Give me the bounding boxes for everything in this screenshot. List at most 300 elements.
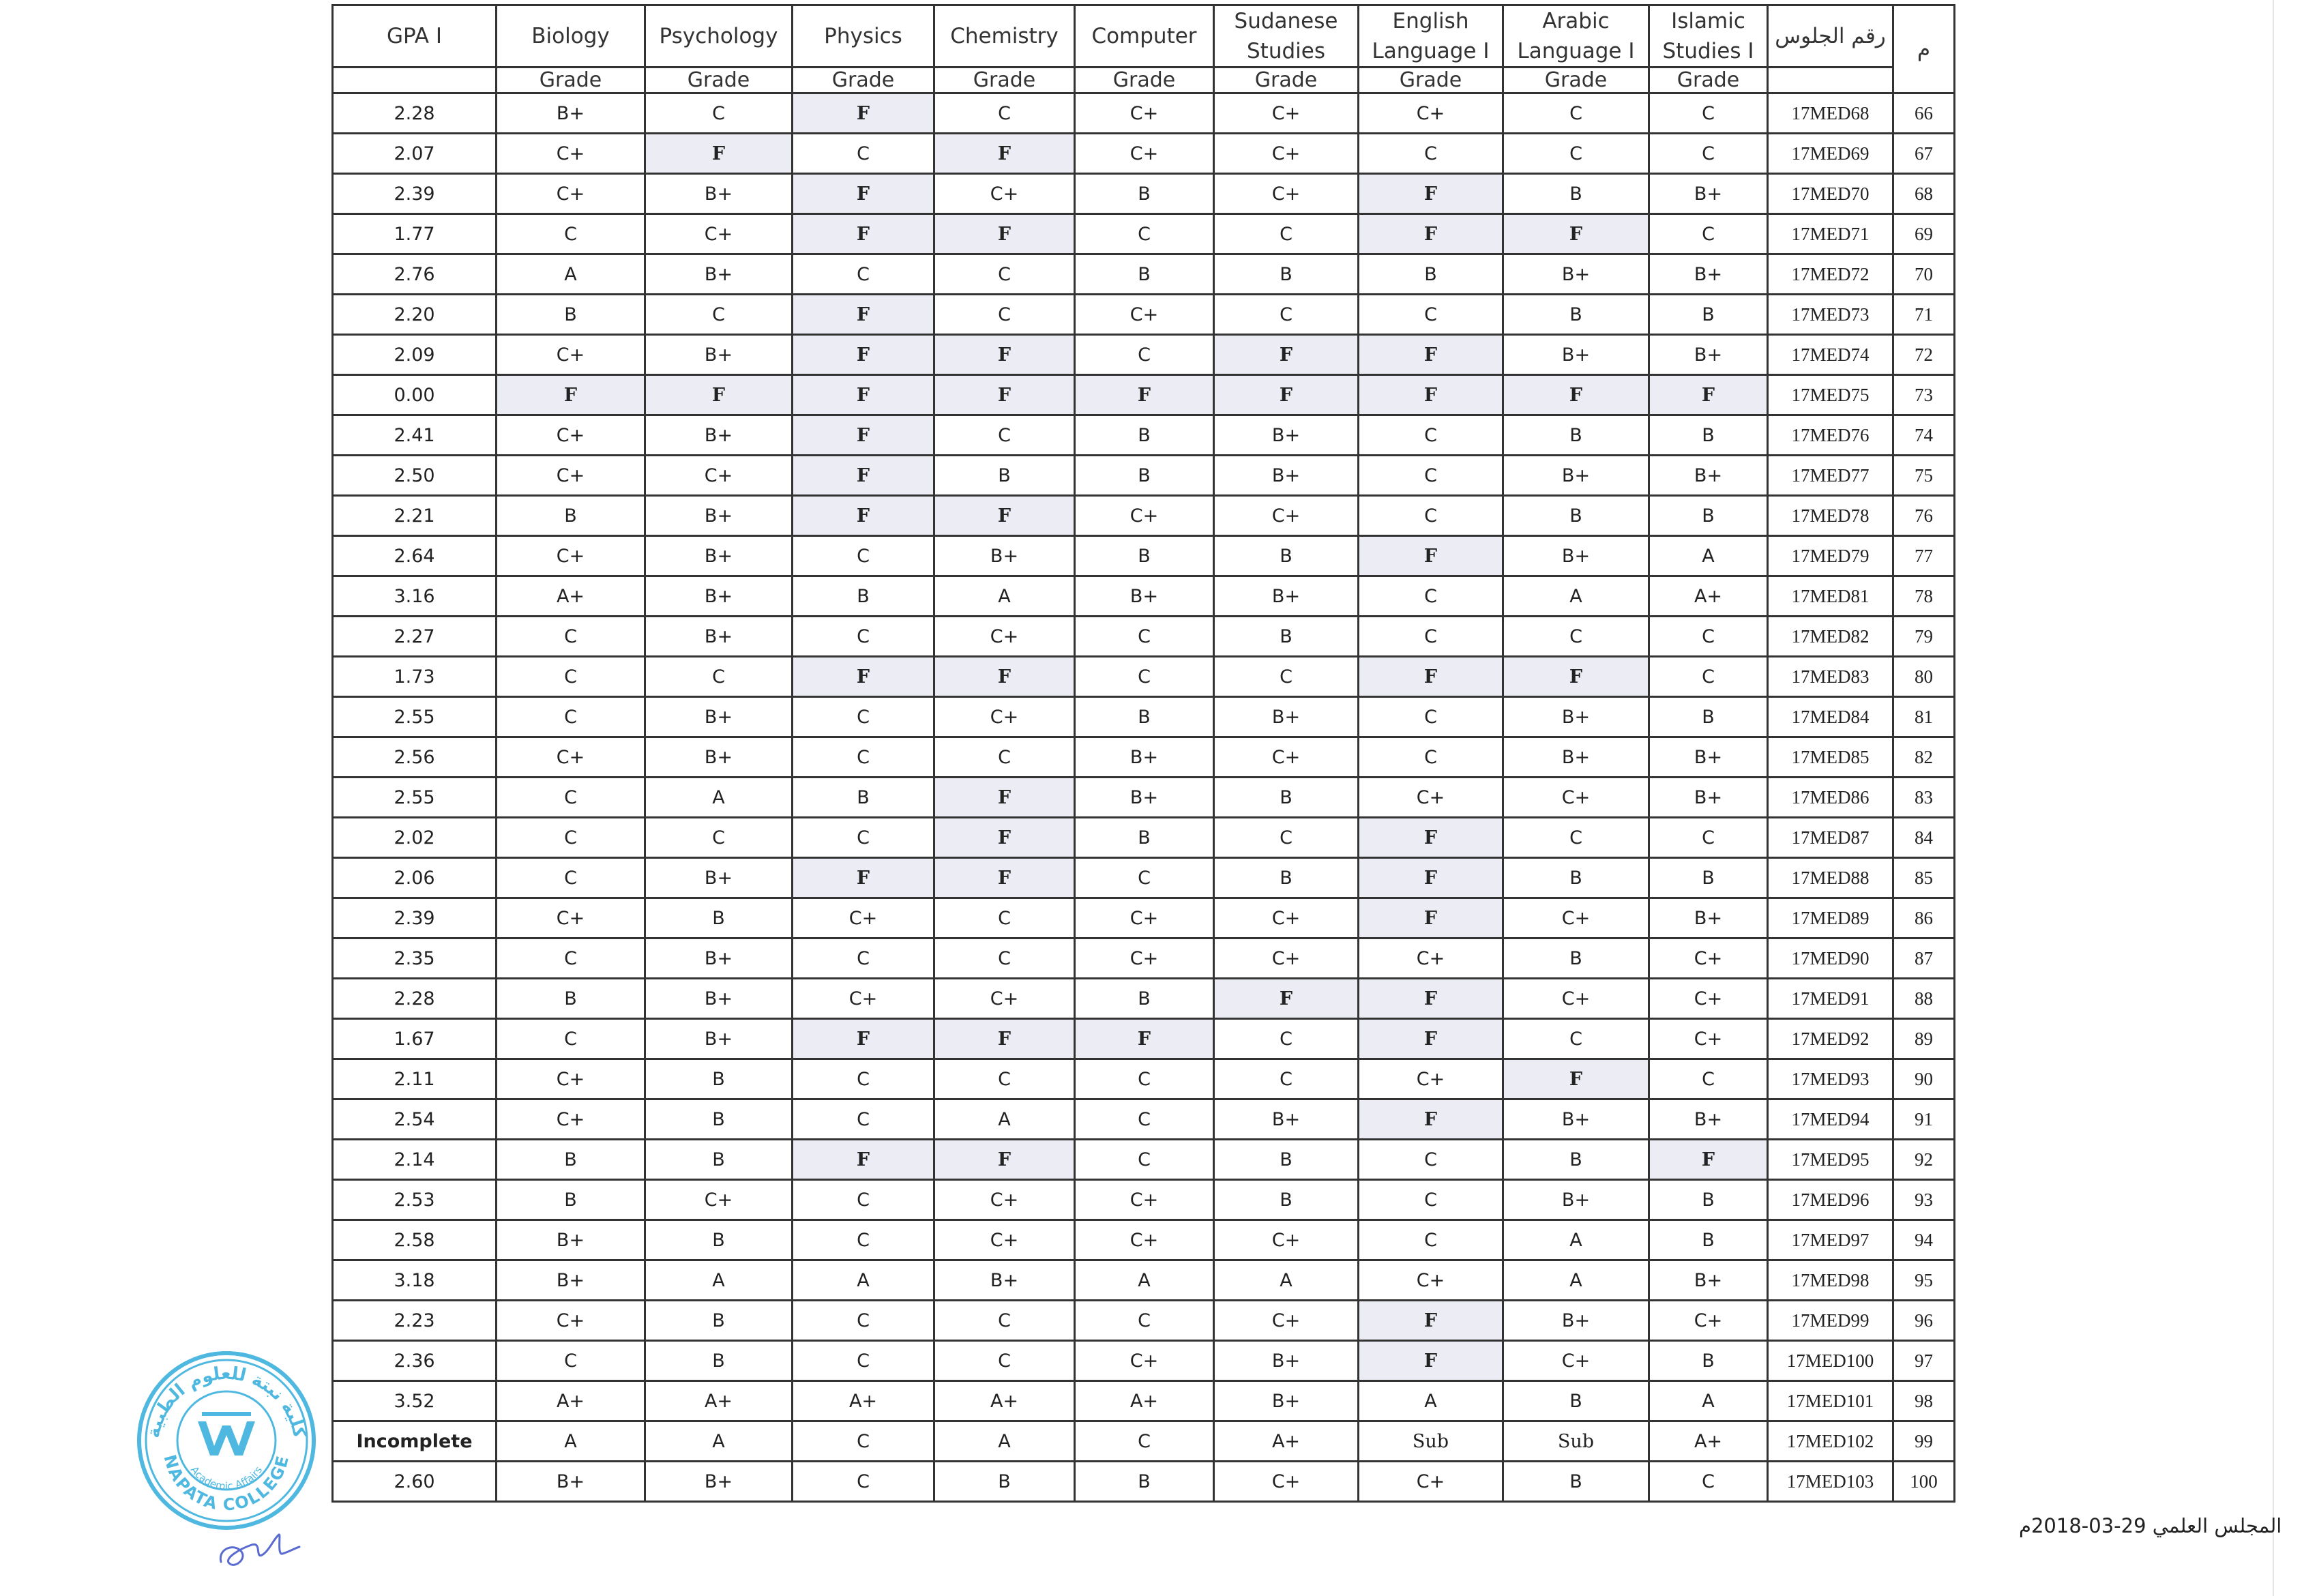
gpa-cell: 2.02 bbox=[333, 818, 497, 858]
grade-cell-biology: C bbox=[497, 858, 645, 898]
table-row bbox=[333, 617, 1955, 657]
grade-cell-biology: C bbox=[497, 1019, 645, 1059]
grade-cell-psychology: B+ bbox=[645, 737, 793, 778]
grade-cell-english: C bbox=[1359, 697, 1503, 737]
grade-cell-computer: B bbox=[1075, 697, 1214, 737]
table-row bbox=[333, 697, 1955, 737]
grade-cell-sudanese: C+ bbox=[1214, 737, 1359, 778]
grade-cell-islamic: C bbox=[1649, 134, 1768, 174]
grade-cell-physics: C bbox=[793, 818, 934, 858]
grade-cell-psychology: B+ bbox=[645, 617, 793, 657]
page-edge bbox=[2273, 0, 2274, 1596]
grade-cell-chemistry: C bbox=[934, 415, 1075, 456]
grade-cell-arabic: A bbox=[1503, 1260, 1649, 1301]
grade-cell-arabic: C bbox=[1503, 1019, 1649, 1059]
grade-cell-physics: C bbox=[793, 1220, 934, 1260]
serial-number-cell: 84 bbox=[1893, 818, 1955, 858]
grade-cell-chemistry: B bbox=[934, 1462, 1075, 1502]
grade-cell-psychology: B+ bbox=[645, 536, 793, 576]
grade-cell-english: C+ bbox=[1359, 93, 1503, 134]
header-seat-number: رقم الجلوس bbox=[1768, 5, 1893, 68]
grade-cell-psychology: A bbox=[645, 778, 793, 818]
grade-cell-computer: C bbox=[1075, 657, 1214, 697]
grade-cell-english: C bbox=[1359, 617, 1503, 657]
gpa-cell: 3.52 bbox=[333, 1381, 497, 1421]
stamp-department: Academic Affairs bbox=[188, 1464, 265, 1493]
grade-cell-english: B bbox=[1359, 254, 1503, 295]
grade-cell-biology: C bbox=[497, 778, 645, 818]
grade-cell-biology: B bbox=[497, 295, 645, 335]
grade-cell-arabic: C+ bbox=[1503, 1341, 1649, 1381]
grade-cell-english: A bbox=[1359, 1381, 1503, 1421]
table-row bbox=[333, 979, 1955, 1019]
grade-cell-sudanese: C+ bbox=[1214, 1301, 1359, 1341]
seat-number-cell: 17MED93 bbox=[1768, 1059, 1893, 1099]
grade-cell-psychology: B+ bbox=[645, 415, 793, 456]
grade-cell-chemistry: C bbox=[934, 295, 1075, 335]
grade-cell-biology: A bbox=[497, 254, 645, 295]
grade-cell-islamic: B+ bbox=[1649, 174, 1768, 214]
subheader-grade: Grade bbox=[1503, 68, 1649, 93]
grade-cell-islamic: B+ bbox=[1649, 1260, 1768, 1301]
grade-cell-islamic: C bbox=[1649, 818, 1768, 858]
seat-number-cell: 17MED69 bbox=[1768, 134, 1893, 174]
grade-cell-islamic: B bbox=[1649, 1180, 1768, 1220]
footer-council-date: المجلس العلمي 29-03-2018م bbox=[2019, 1514, 2282, 1537]
grade-cell-psychology: B bbox=[645, 1140, 793, 1180]
grade-cell-chemistry: C bbox=[934, 737, 1075, 778]
seat-number-cell: 17MED95 bbox=[1768, 1140, 1893, 1180]
grade-cell-islamic: C bbox=[1649, 93, 1768, 134]
grade-cell-computer: B bbox=[1075, 818, 1214, 858]
grade-cell-arabic: F bbox=[1503, 375, 1649, 415]
seat-number-cell: 17MED88 bbox=[1768, 858, 1893, 898]
seat-number-cell: 17MED82 bbox=[1768, 617, 1893, 657]
grade-cell-english: C bbox=[1359, 295, 1503, 335]
grade-cell-computer: C bbox=[1075, 335, 1214, 375]
seat-number-cell: 17MED98 bbox=[1768, 1260, 1893, 1301]
serial-number-cell: 75 bbox=[1893, 456, 1955, 496]
grade-cell-computer: C bbox=[1075, 858, 1214, 898]
grade-cell-sudanese: C+ bbox=[1214, 1220, 1359, 1260]
table-row bbox=[333, 335, 1955, 375]
grade-cell-computer: A+ bbox=[1075, 1381, 1214, 1421]
grade-cell-islamic: A+ bbox=[1649, 1421, 1768, 1462]
seat-number-cell: 17MED75 bbox=[1768, 375, 1893, 415]
grade-cell-islamic: C+ bbox=[1649, 979, 1768, 1019]
subheader-grade: Grade bbox=[1649, 68, 1768, 93]
grade-cell-physics: C bbox=[793, 1180, 934, 1220]
table-row bbox=[333, 1180, 1955, 1220]
grade-cell-physics: A+ bbox=[793, 1381, 934, 1421]
grade-cell-psychology: C+ bbox=[645, 214, 793, 254]
grade-cell-chemistry: C bbox=[934, 1059, 1075, 1099]
grade-cell-computer: B+ bbox=[1075, 576, 1214, 617]
grade-cell-computer: B bbox=[1075, 174, 1214, 214]
grade-cell-biology: B bbox=[497, 1180, 645, 1220]
grade-cell-english: C bbox=[1359, 456, 1503, 496]
grade-cell-english: F bbox=[1359, 1301, 1503, 1341]
serial-number-cell: 66 bbox=[1893, 93, 1955, 134]
grade-cell-biology: C+ bbox=[497, 456, 645, 496]
serial-number-cell: 98 bbox=[1893, 1381, 1955, 1421]
grade-cell-chemistry: C bbox=[934, 939, 1075, 979]
grade-cell-sudanese: F bbox=[1214, 375, 1359, 415]
table-row bbox=[333, 1421, 1955, 1462]
grade-cell-islamic: C bbox=[1649, 1462, 1768, 1502]
grade-rows bbox=[333, 93, 1955, 1502]
grade-cell-english: F bbox=[1359, 214, 1503, 254]
gpa-cell: 2.56 bbox=[333, 737, 497, 778]
grade-cell-islamic: C bbox=[1649, 1059, 1768, 1099]
grade-cell-chemistry: F bbox=[934, 375, 1075, 415]
grade-cell-chemistry: C bbox=[934, 93, 1075, 134]
gpa-cell: 2.11 bbox=[333, 1059, 497, 1099]
grade-cell-sudanese: C+ bbox=[1214, 174, 1359, 214]
seat-number-cell: 17MED86 bbox=[1768, 778, 1893, 818]
grade-cell-chemistry: C bbox=[934, 898, 1075, 939]
grade-cell-sudanese: C bbox=[1214, 295, 1359, 335]
grade-cell-biology: C+ bbox=[497, 1099, 645, 1140]
seat-number-cell: 17MED97 bbox=[1768, 1220, 1893, 1260]
grade-cell-computer: C bbox=[1075, 1301, 1214, 1341]
seat-number-cell: 17MED100 bbox=[1768, 1341, 1893, 1381]
grade-cell-arabic: B bbox=[1503, 1462, 1649, 1502]
grade-cell-biology: C+ bbox=[497, 898, 645, 939]
grade-cell-islamic: B+ bbox=[1649, 254, 1768, 295]
grade-cell-islamic: B bbox=[1649, 1220, 1768, 1260]
grade-cell-english: F bbox=[1359, 979, 1503, 1019]
grade-cell-english: F bbox=[1359, 657, 1503, 697]
serial-number-cell: 80 bbox=[1893, 657, 1955, 697]
grade-cell-biology: C+ bbox=[497, 1301, 645, 1341]
grade-cell-islamic: A bbox=[1649, 536, 1768, 576]
grade-cell-islamic: C+ bbox=[1649, 939, 1768, 979]
grade-cell-islamic: F bbox=[1649, 375, 1768, 415]
grade-cell-psychology: B+ bbox=[645, 496, 793, 536]
grade-cell-arabic: B bbox=[1503, 1381, 1649, 1421]
grade-cell-english: F bbox=[1359, 898, 1503, 939]
seat-number-cell: 17MED74 bbox=[1768, 335, 1893, 375]
grade-cell-arabic: C bbox=[1503, 818, 1649, 858]
grade-cell-arabic: B+ bbox=[1503, 456, 1649, 496]
table-row bbox=[333, 1341, 1955, 1381]
grade-cell-biology: B+ bbox=[497, 1260, 645, 1301]
serial-number-cell: 78 bbox=[1893, 576, 1955, 617]
grade-cell-psychology: B+ bbox=[645, 1462, 793, 1502]
grade-cell-computer: C bbox=[1075, 1099, 1214, 1140]
grade-cell-islamic: B bbox=[1649, 858, 1768, 898]
grade-cell-sudanese: B+ bbox=[1214, 1099, 1359, 1140]
seat-number-cell: 17MED85 bbox=[1768, 737, 1893, 778]
grade-cell-computer: C bbox=[1075, 214, 1214, 254]
grade-cell-chemistry: C+ bbox=[934, 617, 1075, 657]
grade-cell-islamic: C bbox=[1649, 617, 1768, 657]
header-physics: Physics bbox=[793, 5, 934, 68]
grade-cell-physics: F bbox=[793, 174, 934, 214]
college-stamp bbox=[131, 1345, 322, 1536]
grade-cell-physics: F bbox=[793, 1140, 934, 1180]
grade-cell-biology: C+ bbox=[497, 415, 645, 456]
grade-cell-arabic: B bbox=[1503, 939, 1649, 979]
grade-cell-psychology: B bbox=[645, 1059, 793, 1099]
table-row bbox=[333, 778, 1955, 818]
grade-cell-biology: C bbox=[497, 214, 645, 254]
grade-cell-arabic: B bbox=[1503, 174, 1649, 214]
grade-cell-chemistry: F bbox=[934, 214, 1075, 254]
table-row bbox=[333, 1059, 1955, 1099]
grade-cell-chemistry: B+ bbox=[934, 1260, 1075, 1301]
gpa-cell: 2.35 bbox=[333, 939, 497, 979]
grade-cell-english: F bbox=[1359, 335, 1503, 375]
grade-cell-sudanese: C bbox=[1214, 1019, 1359, 1059]
grade-cell-psychology: F bbox=[645, 134, 793, 174]
table-row bbox=[333, 174, 1955, 214]
table-row bbox=[333, 456, 1955, 496]
grade-cell-arabic: C+ bbox=[1503, 898, 1649, 939]
grade-cell-biology: B bbox=[497, 1140, 645, 1180]
serial-number-cell: 97 bbox=[1893, 1341, 1955, 1381]
grade-cell-biology: A+ bbox=[497, 1381, 645, 1421]
grade-cell-physics: F bbox=[793, 415, 934, 456]
seat-number-cell: 17MED71 bbox=[1768, 214, 1893, 254]
grade-cell-psychology: C bbox=[645, 93, 793, 134]
gpa-cell: 2.55 bbox=[333, 697, 497, 737]
grade-cell-sudanese: B bbox=[1214, 617, 1359, 657]
gpa-cell: 3.18 bbox=[333, 1260, 497, 1301]
grade-cell-chemistry: C+ bbox=[934, 979, 1075, 1019]
grade-cell-computer: C+ bbox=[1075, 134, 1214, 174]
grade-cell-biology: A bbox=[497, 1421, 645, 1462]
header-psychology: Psychology bbox=[645, 5, 793, 68]
seat-number-cell: 17MED103 bbox=[1768, 1462, 1893, 1502]
grade-cell-biology: C+ bbox=[497, 134, 645, 174]
serial-number-cell: 99 bbox=[1893, 1421, 1955, 1462]
grade-cell-computer: C+ bbox=[1075, 1341, 1214, 1381]
grade-cell-computer: C+ bbox=[1075, 295, 1214, 335]
grade-cell-psychology: B+ bbox=[645, 335, 793, 375]
grade-cell-english: C bbox=[1359, 1220, 1503, 1260]
subheader-grade: Grade bbox=[645, 68, 793, 93]
table-row bbox=[333, 576, 1955, 617]
grade-cell-biology: F bbox=[497, 375, 645, 415]
serial-number-cell: 92 bbox=[1893, 1140, 1955, 1180]
table-row bbox=[333, 1140, 1955, 1180]
grade-cell-biology: C bbox=[497, 818, 645, 858]
grade-cell-physics: B bbox=[793, 576, 934, 617]
grade-cell-computer: B+ bbox=[1075, 737, 1214, 778]
signature bbox=[214, 1528, 303, 1576]
grade-cell-chemistry: F bbox=[934, 657, 1075, 697]
grade-cell-sudanese: C+ bbox=[1214, 898, 1359, 939]
grade-cell-islamic: F bbox=[1649, 1140, 1768, 1180]
gpa-cell: 2.64 bbox=[333, 536, 497, 576]
table-row bbox=[333, 536, 1955, 576]
grade-cell-arabic: B+ bbox=[1503, 697, 1649, 737]
grade-cell-sudanese: F bbox=[1214, 979, 1359, 1019]
grade-cell-sudanese: B bbox=[1214, 254, 1359, 295]
grade-cell-sudanese: C+ bbox=[1214, 496, 1359, 536]
grade-cell-computer: B bbox=[1075, 979, 1214, 1019]
grade-cell-biology: B+ bbox=[497, 1462, 645, 1502]
gpa-cell: 0.00 bbox=[333, 375, 497, 415]
grade-cell-arabic: B+ bbox=[1503, 335, 1649, 375]
grade-cell-physics: F bbox=[793, 858, 934, 898]
grade-cell-islamic: C bbox=[1649, 214, 1768, 254]
serial-number-cell: 76 bbox=[1893, 496, 1955, 536]
table-row bbox=[333, 1220, 1955, 1260]
serial-number-cell: 86 bbox=[1893, 898, 1955, 939]
serial-number-cell: 90 bbox=[1893, 1059, 1955, 1099]
serial-number-cell: 70 bbox=[1893, 254, 1955, 295]
grade-cell-sudanese: B bbox=[1214, 536, 1359, 576]
seat-number-cell: 17MED73 bbox=[1768, 295, 1893, 335]
grade-cell-sudanese: B+ bbox=[1214, 576, 1359, 617]
grade-cell-physics: F bbox=[793, 1019, 934, 1059]
table-row bbox=[333, 214, 1955, 254]
grade-cell-chemistry: F bbox=[934, 496, 1075, 536]
grade-cell-english: C+ bbox=[1359, 778, 1503, 818]
grade-cell-chemistry: F bbox=[934, 1019, 1075, 1059]
grade-cell-chemistry: C bbox=[934, 1301, 1075, 1341]
grade-cell-computer: C bbox=[1075, 1421, 1214, 1462]
serial-number-cell: 68 bbox=[1893, 174, 1955, 214]
serial-number-cell: 96 bbox=[1893, 1301, 1955, 1341]
seat-number-cell: 17MED77 bbox=[1768, 456, 1893, 496]
grade-cell-psychology: B bbox=[645, 1301, 793, 1341]
grade-cell-islamic: B bbox=[1649, 295, 1768, 335]
stamp-college-name: NAPATA COLLEGE bbox=[160, 1452, 293, 1515]
serial-number-cell: 89 bbox=[1893, 1019, 1955, 1059]
grade-cell-psychology: C+ bbox=[645, 1180, 793, 1220]
grade-cell-computer: B bbox=[1075, 1462, 1214, 1502]
serial-number-cell: 81 bbox=[1893, 697, 1955, 737]
stamp-arabic-name: كلية نبتة للعلوم الطبية bbox=[143, 1363, 310, 1440]
grade-cell-psychology: A+ bbox=[645, 1381, 793, 1421]
grade-cell-islamic: B+ bbox=[1649, 737, 1768, 778]
seat-number-cell: 17MED78 bbox=[1768, 496, 1893, 536]
table-row bbox=[333, 939, 1955, 979]
gpa-cell: 2.36 bbox=[333, 1341, 497, 1381]
grade-cell-sudanese: A+ bbox=[1214, 1421, 1359, 1462]
table-row bbox=[333, 1260, 1955, 1301]
grade-cell-english: F bbox=[1359, 1341, 1503, 1381]
subheader-empty bbox=[333, 68, 497, 93]
header-sudanese-studies: Sudanese Studies bbox=[1214, 5, 1359, 68]
grade-cell-chemistry: C+ bbox=[934, 174, 1075, 214]
grade-cell-physics: C bbox=[793, 1462, 934, 1502]
gpa-cell: 2.76 bbox=[333, 254, 497, 295]
grade-cell-psychology: B+ bbox=[645, 979, 793, 1019]
grade-cell-english: F bbox=[1359, 536, 1503, 576]
seat-number-cell: 17MED101 bbox=[1768, 1381, 1893, 1421]
grade-cell-chemistry: A bbox=[934, 1099, 1075, 1140]
grade-cell-computer: C bbox=[1075, 1059, 1214, 1099]
table-row bbox=[333, 1381, 1955, 1421]
seat-number-cell: 17MED81 bbox=[1768, 576, 1893, 617]
gpa-cell: 1.73 bbox=[333, 657, 497, 697]
grade-cell-physics: C bbox=[793, 939, 934, 979]
grade-cell-sudanese: F bbox=[1214, 335, 1359, 375]
grade-cell-physics: C bbox=[793, 1301, 934, 1341]
grade-cell-biology: C+ bbox=[497, 1059, 645, 1099]
grade-cell-computer: C+ bbox=[1075, 939, 1214, 979]
grade-cell-sudanese: C+ bbox=[1214, 1462, 1359, 1502]
grade-cell-chemistry: F bbox=[934, 778, 1075, 818]
grade-cell-arabic: C+ bbox=[1503, 778, 1649, 818]
header-english-language: English Language I bbox=[1359, 5, 1503, 68]
serial-number-cell: 79 bbox=[1893, 617, 1955, 657]
grade-cell-physics: A bbox=[793, 1260, 934, 1301]
grade-cell-psychology: A bbox=[645, 1421, 793, 1462]
grade-cell-arabic: F bbox=[1503, 657, 1649, 697]
grade-cell-arabic: B+ bbox=[1503, 1180, 1649, 1220]
grade-cell-sudanese: B+ bbox=[1214, 697, 1359, 737]
grade-cell-psychology: B+ bbox=[645, 174, 793, 214]
serial-number-cell: 74 bbox=[1893, 415, 1955, 456]
grade-cell-arabic: B+ bbox=[1503, 737, 1649, 778]
grade-cell-physics: C bbox=[793, 536, 934, 576]
table-row bbox=[333, 375, 1955, 415]
grade-cell-arabic: B bbox=[1503, 415, 1649, 456]
grade-cell-physics: C bbox=[793, 254, 934, 295]
header-chemistry: Chemistry bbox=[934, 5, 1075, 68]
grade-cell-islamic: B bbox=[1649, 415, 1768, 456]
serial-number-cell: 69 bbox=[1893, 214, 1955, 254]
grade-cell-arabic: C bbox=[1503, 617, 1649, 657]
grade-cell-computer: C+ bbox=[1075, 496, 1214, 536]
header-computer: Computer bbox=[1075, 5, 1214, 68]
table-row bbox=[333, 415, 1955, 456]
header-serial: م bbox=[1893, 5, 1955, 93]
grade-cell-english: C bbox=[1359, 1140, 1503, 1180]
grade-cell-chemistry: F bbox=[934, 335, 1075, 375]
serial-number-cell: 77 bbox=[1893, 536, 1955, 576]
subheader-grade: Grade bbox=[497, 68, 645, 93]
grade-cell-psychology: B+ bbox=[645, 858, 793, 898]
serial-number-cell: 100 bbox=[1893, 1462, 1955, 1502]
gpa-cell: 2.28 bbox=[333, 979, 497, 1019]
grade-cell-physics: C bbox=[793, 1099, 934, 1140]
seat-number-cell: 17MED102 bbox=[1768, 1421, 1893, 1462]
grade-cell-english: C+ bbox=[1359, 939, 1503, 979]
grade-cell-sudanese: C bbox=[1214, 1059, 1359, 1099]
grade-cell-chemistry: A bbox=[934, 1421, 1075, 1462]
grade-cell-english: F bbox=[1359, 174, 1503, 214]
header-islamic-studies: Islamic Studies I bbox=[1649, 5, 1768, 68]
grade-cell-biology: B bbox=[497, 979, 645, 1019]
gpa-cell: 3.16 bbox=[333, 576, 497, 617]
grade-cell-computer: B bbox=[1075, 415, 1214, 456]
grade-cell-computer: F bbox=[1075, 1019, 1214, 1059]
grade-cell-psychology: B bbox=[645, 898, 793, 939]
gpa-cell: 2.07 bbox=[333, 134, 497, 174]
subheader-grade: Grade bbox=[1075, 68, 1214, 93]
grade-cell-biology: C bbox=[497, 657, 645, 697]
grade-cell-arabic: B+ bbox=[1503, 254, 1649, 295]
grade-cell-computer: C+ bbox=[1075, 1220, 1214, 1260]
grade-cell-english: C bbox=[1359, 576, 1503, 617]
grade-cell-computer: C+ bbox=[1075, 1180, 1214, 1220]
subheader-grade: Grade bbox=[1214, 68, 1359, 93]
grade-cell-english: C bbox=[1359, 496, 1503, 536]
table-row bbox=[333, 1099, 1955, 1140]
serial-number-cell: 82 bbox=[1893, 737, 1955, 778]
grade-cell-psychology: B+ bbox=[645, 939, 793, 979]
grade-cell-psychology: C bbox=[645, 818, 793, 858]
gpa-cell: 2.58 bbox=[333, 1220, 497, 1260]
grade-cell-arabic: A bbox=[1503, 1220, 1649, 1260]
